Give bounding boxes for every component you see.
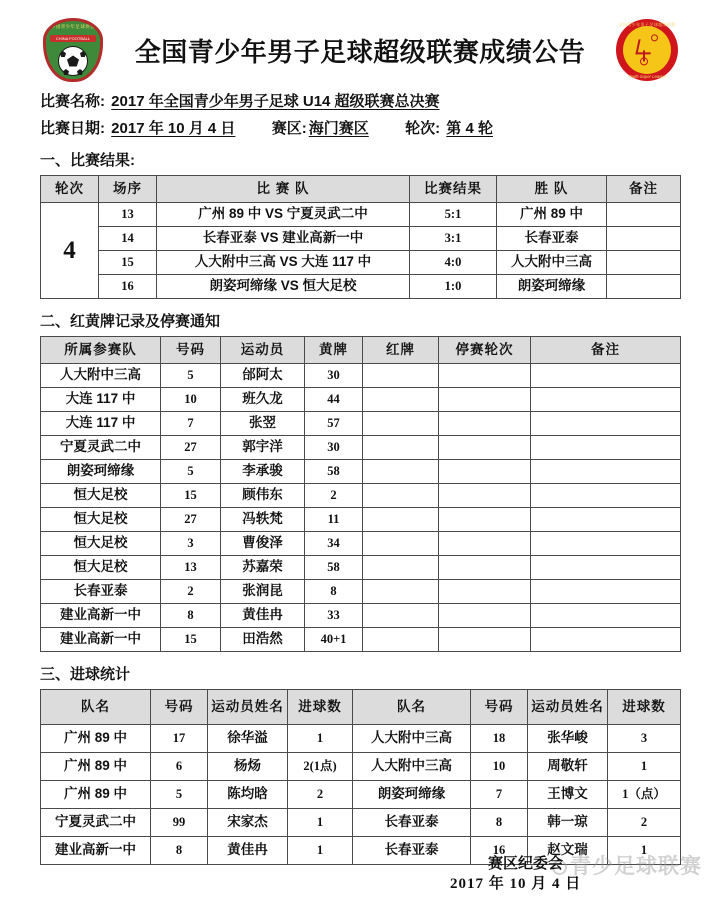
card-yellow: 57: [305, 412, 363, 436]
card-yellow: 30: [305, 436, 363, 460]
table-row: [41, 412, 681, 436]
goal-count-left: 2: [288, 781, 353, 809]
card-number: 8: [161, 604, 221, 628]
col-goals-right: 进球数: [608, 690, 681, 725]
venue-value: 海门赛区: [308, 120, 369, 137]
card-player: 苏嘉荣: [221, 556, 305, 580]
card-team: 恒大足校: [41, 532, 161, 556]
table-row: [41, 781, 681, 809]
col-team-right: 队名: [353, 690, 471, 725]
col-winner: 胜 队: [497, 176, 607, 203]
player-kicking-icon: [634, 34, 660, 64]
card-note: [531, 412, 681, 436]
col-number-right: 号码: [471, 690, 528, 725]
col-team-left: 队名: [41, 690, 151, 725]
match-note: [607, 227, 681, 251]
match-order: 14: [99, 227, 157, 251]
round-label: 轮次:: [405, 120, 441, 137]
table-header-row: [41, 337, 681, 364]
card-suspend: [439, 556, 531, 580]
card-number: 10: [161, 388, 221, 412]
card-suspend: [439, 604, 531, 628]
table-row: [41, 436, 681, 460]
competition-date-label: 比赛日期:: [40, 120, 105, 137]
goal-number-left: 5: [151, 781, 208, 809]
card-player: 张润昆: [221, 580, 305, 604]
table-row: [41, 532, 681, 556]
table-row: [41, 508, 681, 532]
table-header-row: [41, 690, 681, 725]
card-red: [363, 364, 439, 388]
goal-count-left: 1: [288, 809, 353, 837]
card-yellow: 40+1: [305, 628, 363, 652]
goal-number-right: 16: [471, 837, 528, 865]
match-results-table: [40, 175, 681, 299]
goal-count-right: 1（点）: [608, 781, 681, 809]
table-row: [41, 628, 681, 652]
logo-left-ring-text: 中国青少年足球协会: [50, 24, 96, 29]
document-header: [40, 0, 680, 84]
col-yellow: 黄牌: [305, 337, 363, 364]
competition-name-value: 2017 年全国青少年男子足球 U14 超级联赛总决赛: [111, 93, 440, 110]
card-team: 朗姿珂缔缘: [41, 460, 161, 484]
match-order: 15: [99, 251, 157, 275]
china-football-association-logo: [40, 17, 106, 83]
goal-player-right: 周敬轩: [528, 753, 608, 781]
match-note: [607, 251, 681, 275]
match-result: 4:0: [410, 251, 497, 275]
col-suspend: 停赛轮次: [439, 337, 531, 364]
competition-name-label: 比赛名称:: [40, 93, 105, 110]
col-teams: 比 赛 队: [157, 176, 410, 203]
card-red: [363, 556, 439, 580]
goal-number-right: 7: [471, 781, 528, 809]
card-number: 15: [161, 628, 221, 652]
goal-count-right: 1: [608, 753, 681, 781]
match-winner: 人大附中三高: [497, 251, 607, 275]
card-suspend: [439, 484, 531, 508]
competition-date-value: 2017 年 10 月 4 日: [111, 120, 236, 137]
match-result: 3:1: [410, 227, 497, 251]
card-red: [363, 532, 439, 556]
card-player: 顾伟东: [221, 484, 305, 508]
section-3-heading: 三、进球统计: [40, 666, 131, 683]
col-goals-left: 进球数: [288, 690, 353, 725]
card-suspend: [439, 388, 531, 412]
card-number: 13: [161, 556, 221, 580]
card-yellow: 58: [305, 556, 363, 580]
round-value: 第 4 轮: [446, 120, 493, 137]
card-number: 3: [161, 532, 221, 556]
goal-count-left: 1: [288, 725, 353, 753]
card-note: [531, 436, 681, 460]
logo-left-band-text: CHINA FOOTBALL: [50, 35, 96, 42]
match-winner: 广州 89 中: [497, 203, 607, 227]
table-row: [41, 580, 681, 604]
card-red: [363, 460, 439, 484]
card-red: [363, 484, 439, 508]
card-suspend: [439, 412, 531, 436]
goal-team-left: 广州 89 中: [41, 753, 151, 781]
card-team: 恒大足校: [41, 556, 161, 580]
card-number: 5: [161, 364, 221, 388]
col-team: 所属参赛队: [41, 337, 161, 364]
match-winner: 长春亚泰: [497, 227, 607, 251]
card-suspend: [439, 532, 531, 556]
logo-right-arc-top-text: 全国青少年男子足球超级联赛: [618, 21, 676, 27]
goal-team-left: 广州 89 中: [41, 725, 151, 753]
card-note: [531, 604, 681, 628]
goal-number-right: 18: [471, 725, 528, 753]
col-player-left: 运动员姓名: [208, 690, 288, 725]
card-player: 曹俊泽: [221, 532, 305, 556]
match-teams: 朗姿珂缔缘 VS 恒大足校: [157, 275, 410, 299]
match-order: 13: [99, 203, 157, 227]
card-player: 冯轶梵: [221, 508, 305, 532]
footer-date: 2017 年 10 月 4 日: [450, 876, 582, 893]
match-teams: 人大附中三高 VS 大连 117 中: [157, 251, 410, 275]
card-suspend: [439, 436, 531, 460]
table-row: [41, 364, 681, 388]
card-yellow: 58: [305, 460, 363, 484]
table-row: [41, 604, 681, 628]
page-title: 全国青少年男子足球超级联赛成绩公告: [134, 37, 586, 68]
card-yellow: 8: [305, 580, 363, 604]
card-team: 恒大足校: [41, 484, 161, 508]
card-note: [531, 628, 681, 652]
card-red: [363, 604, 439, 628]
watermark-text: 青少足球联赛: [570, 855, 702, 878]
card-red: [363, 388, 439, 412]
card-red: [363, 508, 439, 532]
goal-team-right: 人大附中三高: [353, 753, 471, 781]
card-player: 张翌: [221, 412, 305, 436]
goal-team-left: 建业高新一中: [41, 837, 151, 865]
match-result: 1:0: [410, 275, 497, 299]
match-note: [607, 275, 681, 299]
competition-info-line: [40, 117, 680, 138]
card-note: [531, 388, 681, 412]
table-row: [41, 484, 681, 508]
card-note: [531, 580, 681, 604]
match-teams: 长春亚泰 VS 建业高新一中: [157, 227, 410, 251]
card-player: 黄佳冉: [221, 604, 305, 628]
col-order: 场序: [99, 176, 157, 203]
match-teams: 广州 89 中 VS 宁夏灵武二中: [157, 203, 410, 227]
card-number: 7: [161, 412, 221, 436]
goal-count-left: 2(1点): [288, 753, 353, 781]
table-row: [41, 809, 681, 837]
match-winner: 朗姿珂缔缘: [497, 275, 607, 299]
card-yellow: 34: [305, 532, 363, 556]
col-note: 备注: [531, 337, 681, 364]
goal-player-left: 陈均晗: [208, 781, 288, 809]
document-footer: [450, 853, 680, 897]
table-row: [41, 388, 681, 412]
card-suspend: [439, 628, 531, 652]
football-icon: [58, 46, 88, 76]
card-number: 27: [161, 436, 221, 460]
card-number: 5: [161, 460, 221, 484]
match-order: 16: [99, 275, 157, 299]
card-suspend: [439, 580, 531, 604]
card-yellow: 30: [305, 364, 363, 388]
card-yellow: 11: [305, 508, 363, 532]
card-suspend: [439, 364, 531, 388]
card-player: 邰阿太: [221, 364, 305, 388]
goal-player-right: 王博文: [528, 781, 608, 809]
goal-player-left: 杨炀: [208, 753, 288, 781]
card-team: 建业高新一中: [41, 604, 161, 628]
col-result: 比赛结果: [410, 176, 497, 203]
card-note: [531, 556, 681, 580]
card-team: 长春亚泰: [41, 580, 161, 604]
card-note: [531, 508, 681, 532]
card-team: 人大附中三高: [41, 364, 161, 388]
goal-team-left: 宁夏灵武二中: [41, 809, 151, 837]
goal-player-right: 韩一琼: [528, 809, 608, 837]
venue-label: 赛区:: [271, 120, 307, 137]
card-number: 15: [161, 484, 221, 508]
card-note: [531, 484, 681, 508]
card-player: 班久龙: [221, 388, 305, 412]
card-note: [531, 532, 681, 556]
goal-number-right: 10: [471, 753, 528, 781]
table-row: [41, 203, 681, 227]
goal-player-right: 赵文瑞: [528, 837, 608, 865]
card-red: [363, 580, 439, 604]
match-result: 5:1: [410, 203, 497, 227]
table-header-row: [41, 176, 681, 203]
goal-count-right: 1: [608, 837, 681, 865]
table-row: [41, 460, 681, 484]
col-player: 运动员: [221, 337, 305, 364]
card-yellow: 33: [305, 604, 363, 628]
goal-player-right: 张华峻: [528, 725, 608, 753]
card-player: 郭宇洋: [221, 436, 305, 460]
goal-team-right: 朗姿珂缔缘: [353, 781, 471, 809]
goal-player-left: 徐华溢: [208, 725, 288, 753]
goal-team-left: 广州 89 中: [41, 781, 151, 809]
goal-team-right: 长春亚泰: [353, 809, 471, 837]
goal-player-left: 宋家杰: [208, 809, 288, 837]
goal-count-right: 3: [608, 725, 681, 753]
card-suspend: [439, 460, 531, 484]
card-number: 2: [161, 580, 221, 604]
table-row: [41, 227, 681, 251]
goal-player-left: 黄佳冉: [208, 837, 288, 865]
goal-number-left: 6: [151, 753, 208, 781]
card-team: 建业高新一中: [41, 628, 161, 652]
goal-count-right: 2: [608, 809, 681, 837]
card-red: [363, 628, 439, 652]
table-row: [41, 753, 681, 781]
card-red: [363, 412, 439, 436]
card-records-table: [40, 336, 681, 652]
goal-statistics-table: [40, 689, 681, 865]
col-number: 号码: [161, 337, 221, 364]
card-yellow: 44: [305, 388, 363, 412]
card-player: 田浩然: [221, 628, 305, 652]
card-team: 大连 117 中: [41, 412, 161, 436]
goal-number-left: 17: [151, 725, 208, 753]
col-note: 备注: [607, 176, 681, 203]
youth-super-league-logo: [614, 17, 680, 83]
competition-name-line: [40, 90, 680, 111]
table-row: [41, 275, 681, 299]
section-2-heading: 二、红黄牌记录及停赛通知: [40, 313, 221, 330]
card-yellow: 2: [305, 484, 363, 508]
goal-number-right: 8: [471, 809, 528, 837]
goal-number-left: 99: [151, 809, 208, 837]
round-number: 4: [41, 203, 99, 299]
goal-team-right: 长春亚泰: [353, 837, 471, 865]
col-number-left: 号码: [151, 690, 208, 725]
card-team: 宁夏灵武二中: [41, 436, 161, 460]
table-row: [41, 556, 681, 580]
card-team: 恒大足校: [41, 508, 161, 532]
col-red: 红牌: [363, 337, 439, 364]
logo-right-arc-bottom-text: Youth Super League: [627, 73, 667, 79]
goal-number-left: 8: [151, 837, 208, 865]
card-player: 李承骏: [221, 460, 305, 484]
card-team: 大连 117 中: [41, 388, 161, 412]
card-note: [531, 460, 681, 484]
match-note: [607, 203, 681, 227]
card-note: [531, 364, 681, 388]
goal-count-left: 1: [288, 837, 353, 865]
card-red: [363, 436, 439, 460]
card-suspend: [439, 508, 531, 532]
col-player-right: 运动员姓名: [528, 690, 608, 725]
table-row: [41, 725, 681, 753]
card-number: 27: [161, 508, 221, 532]
goal-team-right: 人大附中三高: [353, 725, 471, 753]
col-round: 轮次: [41, 176, 99, 203]
section-1-heading: 一、比赛结果:: [40, 152, 135, 169]
issuing-organization: 赛区纪委会: [488, 854, 564, 872]
table-row: [41, 251, 681, 275]
